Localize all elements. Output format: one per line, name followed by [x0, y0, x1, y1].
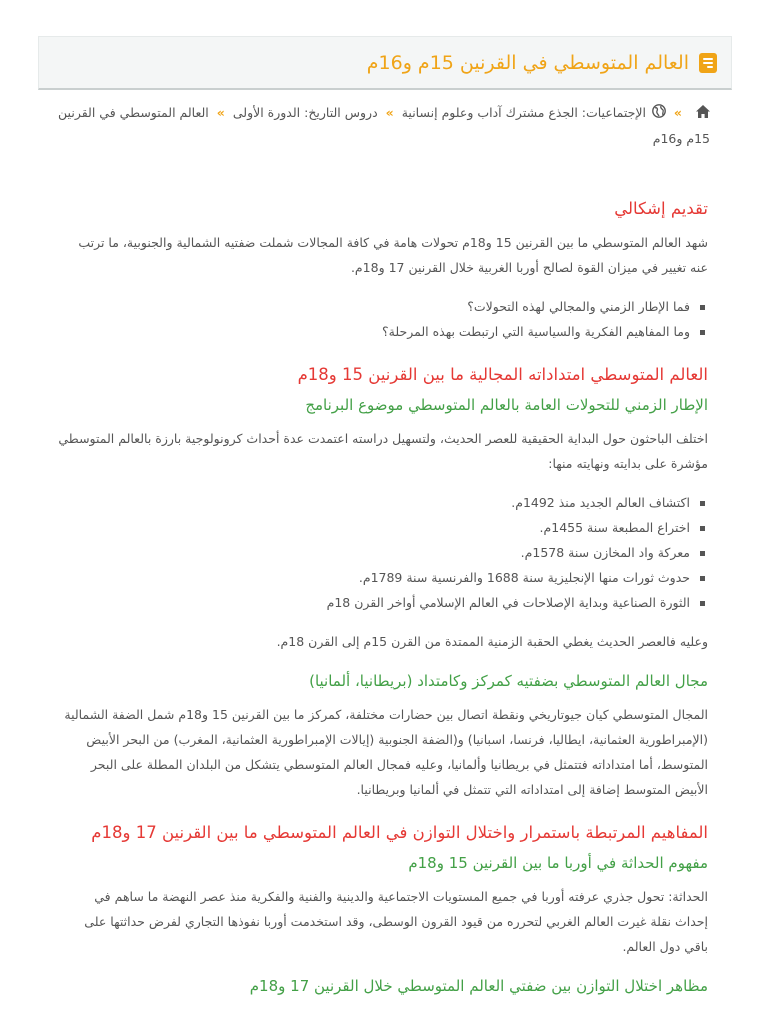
intro-paragraph: شهد العالم المتوسطي ما بين القرنين 15 و18م تحولات هامة في كافة المجالات شملت ضفتيه الشمالية والجنوبية، ما ترتب عنه تغيير في ميزان القوة لصالح أوربا الغربية خلال القرنين 17 و18م. [78, 235, 708, 275]
breadcrumb-link-social[interactable]: الإجتماعيات: الجذع مشترك آداب وعلوم إنسانية [401, 105, 646, 120]
breadcrumb-current: العالم المتوسطي في القرنين 15م و16م [58, 105, 710, 146]
section-heading-concepts: المفاهيم المرتبطة باستمرار واختلال التوازن في العالم المتوسطي ما بين القرنين 17 و18م [91, 823, 708, 842]
question-list [58, 294, 708, 344]
subheading-modernity: مفهوم الحداثة في أوربا ما بين القرنين 15 و18م [408, 854, 708, 872]
page-title-bar [38, 36, 732, 90]
domain-paragraph: المجال المتوسطي كيان جيوتاريخي ونقطة اتصال بين حضارات مختلفة، كمركز ما بين القرنين 15 و18م شمل الضفة الشمالية (الإمبراطورية العثمانية، ايطاليا، فرنسا، اسبانيا) و(الضفة الجنوبية (إيالات الإمبراطورية العثمانية، المغرب) من البحر الأبيض المتوسط، أما امتداداته فتتمثل في بريطانيا وألمانيا، وعليه فمجال العالم المتوسطي يتشكل من البلدان المطلة على البحر الأبيض المتوسط إضافة إلى امتداداته التي تتمثل في ألمانيا وبريطانيا. [64, 707, 708, 797]
globe-icon [652, 101, 666, 126]
subheading-timeframe: الإطار الزمني للتحولات العامة بالعالم المتوسطي موضوع البرنامج [305, 396, 708, 414]
list-item: الثورة الصناعية وبداية الإصلاحات في العالم الإسلامي أواخر القرن 18م [58, 590, 708, 615]
list-item: حدوث ثورات منها الإنجليزية سنة 1688 والفرنسية سنة 1789م. [58, 565, 708, 590]
conclusion-paragraph: وعليه فالعصر الحديث يغطي الحقبة الزمنية الممتدة من القرن 15م إلى القرن 18م. [276, 634, 708, 649]
list-item: معركة واد المخازن سنة 1578م. [58, 540, 708, 565]
article-body [58, 196, 708, 999]
breadcrumb-link-history[interactable]: دروس التاريخ: الدورة الأولى [232, 105, 378, 120]
breadcrumb-separator: » [673, 105, 682, 120]
breadcrumb [56, 100, 710, 151]
breadcrumb-separator: » [216, 105, 225, 120]
page-title: العالم المتوسطي في القرنين 15م و16م [366, 51, 689, 74]
document-icon [699, 53, 717, 73]
list-item: وما المفاهيم الفكرية والسياسية التي ارتبطت بهذه المرحلة؟ [58, 319, 708, 344]
subheading-imbalance: مظاهر اختلال التوازن بين ضفتي العالم المتوسطي خلال القرنين 17 و18م [249, 977, 708, 995]
home-icon[interactable] [696, 101, 710, 126]
section-heading-extent: العالم المتوسطي امتداداته المجالية ما بين القرنين 15 و18م [297, 365, 708, 384]
list-item: اكتشاف العالم الجديد منذ 1492م. [58, 490, 708, 515]
section-heading-intro: تقديم إشكالي [614, 199, 708, 218]
modernity-paragraph: الحداثة: تحول جذري عرفته أوربا في جميع المستويات الاجتماعية والدينية والفنية والفكرية منذ عصر النهضة ما ساهم في إحداث نقلة غيرت العالم الغربي لتحرره من قيود القرون الوسطى، وقد استخدمت أوربا نفوذها التجاري لفرض حداثتها على باقي دول العالم. [84, 889, 708, 954]
events-list [58, 490, 708, 615]
breadcrumb-separator: » [385, 105, 394, 120]
list-item: فما الإطار الزمني والمجالي لهذه التحولات؟ [58, 294, 708, 319]
subheading-domain: مجال العالم المتوسطي بضفتيه كمركز وكامتداد (بريطانيا، ألمانيا) [309, 672, 708, 690]
list-item: اختراع المطبعة سنة 1455م. [58, 515, 708, 540]
timeframe-paragraph: اختلف الباحثون حول البداية الحقيقية للعصر الحديث، ولتسهيل دراسته اعتمدت عدة أحداث كرونولوجية بارزة بالعالم المتوسطي مؤشرة على بدايته ونهايته منها: [58, 431, 708, 471]
